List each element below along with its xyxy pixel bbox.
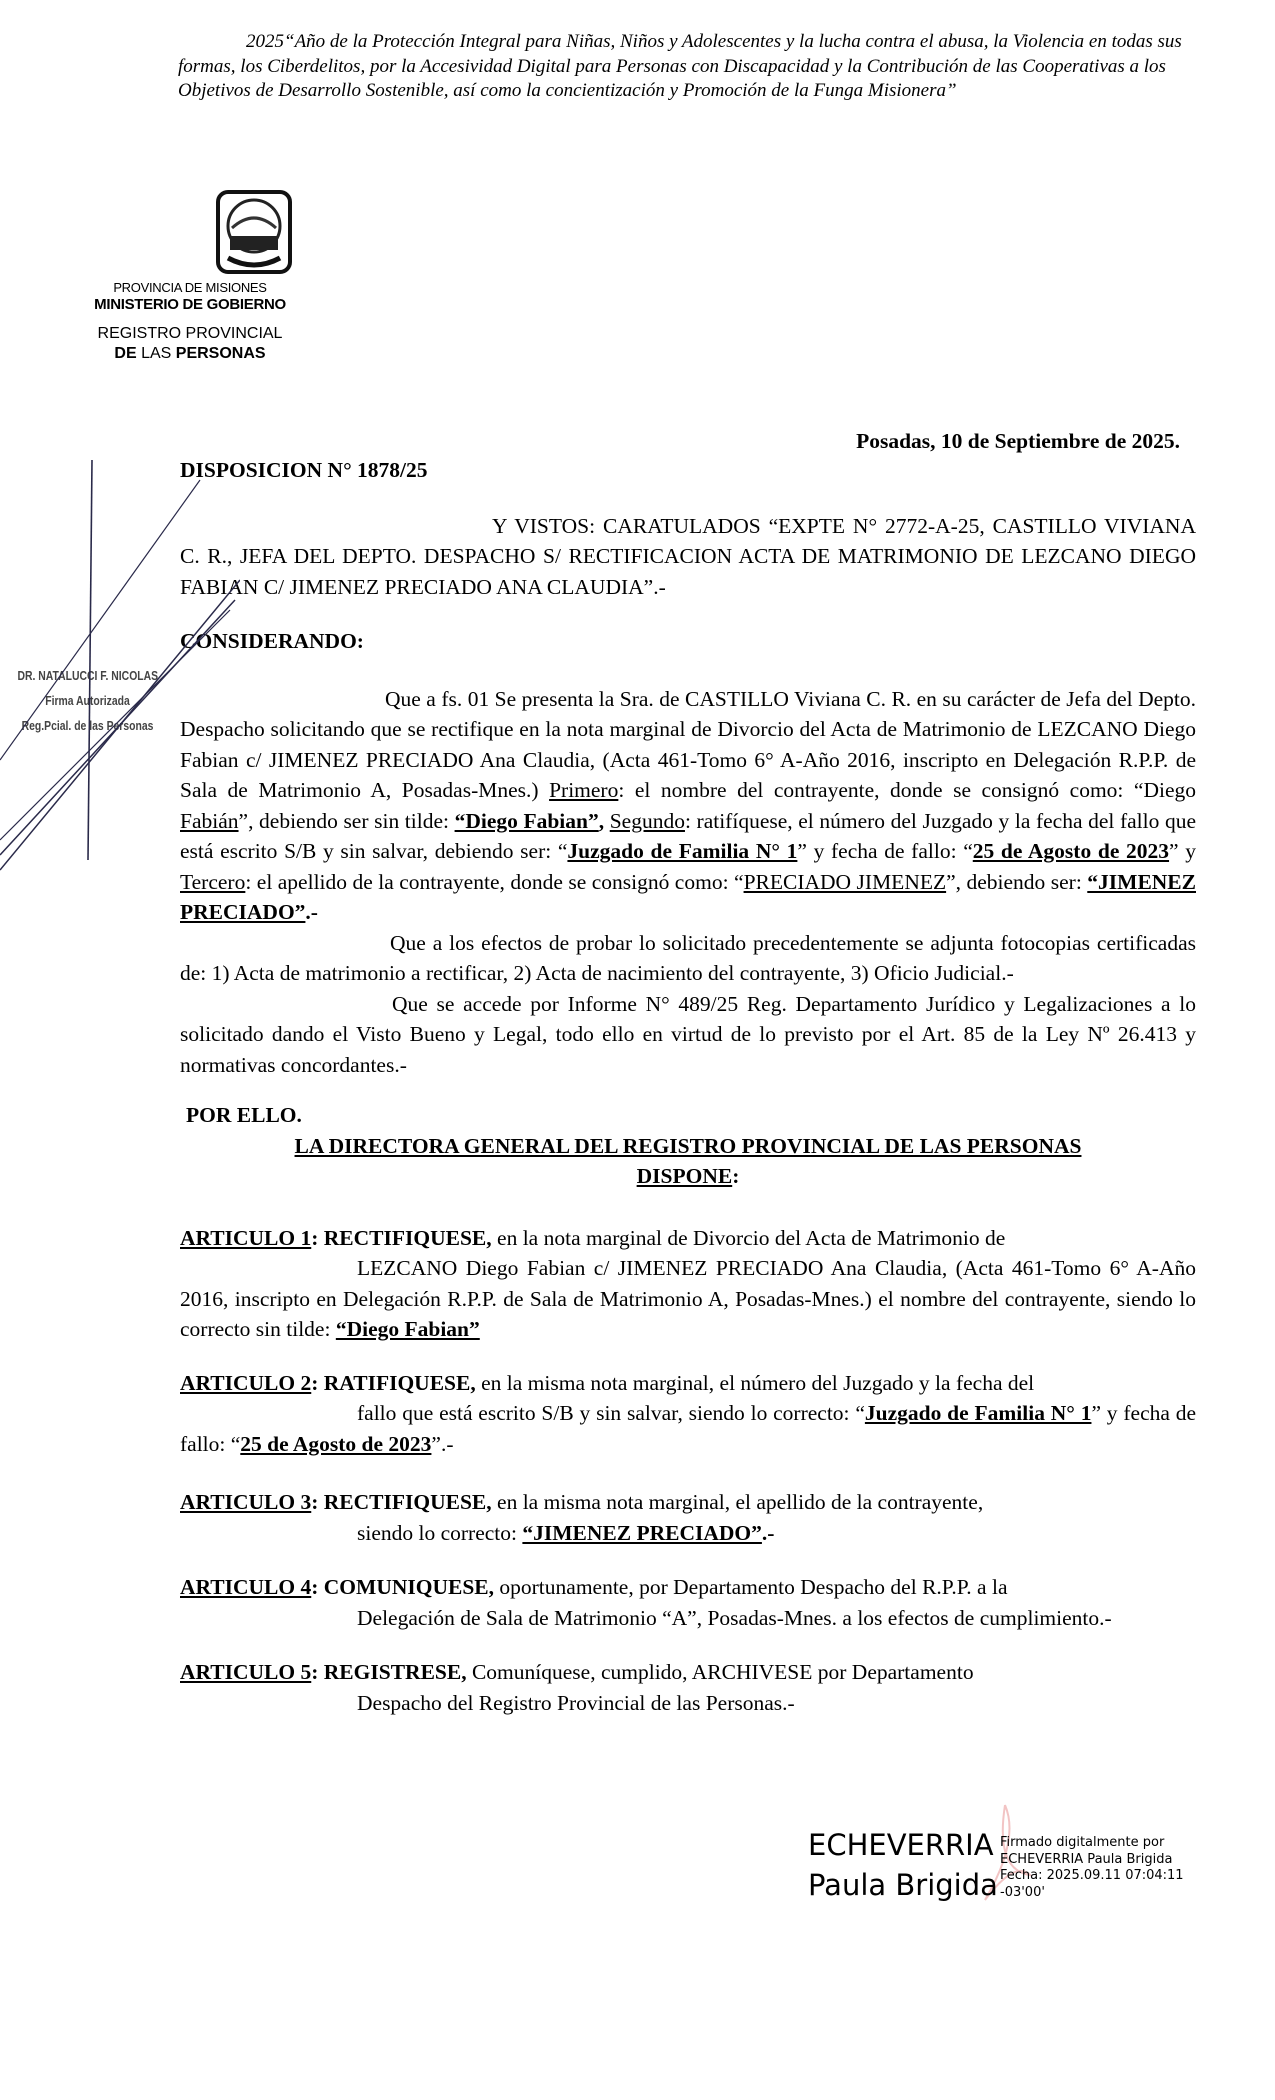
emphasized-text: “JIMENEZ PRECIADO” [522, 1520, 762, 1545]
registry-de: DE [114, 345, 137, 362]
dispone-word: DISPONE [636, 1164, 733, 1188]
text-segment: : ratifíquese, el número del Juzgado y la fecha del fallo que está escrito S/B y sin salvar, debiendo ser: “ [180, 808, 1196, 863]
emphasized-text: 25 de Agosto de 2023 [240, 1431, 432, 1456]
ministry-name: MINISTERIO DE GOBIERNO [94, 296, 286, 313]
emphasized-text: .- [761, 1520, 775, 1545]
registry-line-2 [70, 345, 310, 363]
stamp-line-1: DR. NATALUCCI F. NICOLAS [17, 668, 159, 683]
emphasized-text: Juzgado de Familia N° 1 [567, 839, 798, 863]
emphasized-text: .- [305, 900, 318, 924]
disposition-number: DISPOSICION N° 1878/25 [180, 458, 428, 482]
text-segment: en la misma nota marginal, el apellido de la contrayente, [491, 1490, 984, 1514]
text-segment: Delegación de Sala de Matrimonio “A”, Posadas-Mnes. a los efectos de cumplimiento.- [357, 1605, 1112, 1630]
considerando-paragraph-1 [180, 684, 1196, 928]
registry-line-1: REGISTRO PROVINCIAL [97, 325, 283, 342]
text-segment: Despacho del Registro Provincial de las Personas.- [357, 1690, 795, 1715]
text-segment: ” y fecha de fallo: “ [180, 1401, 1197, 1456]
emphasized-text: 25 de Agosto de 2023 [972, 839, 1170, 863]
signature-info-2: ECHEVERRIA Paula Brigida [1000, 1851, 1173, 1867]
text-segment: Que a fs. 01 Se presenta la Sra. de CASTILLO Viviana C. R. en su carácter de Jefa del Depto. Despacho solicitando que se rectifique en la nota marginal de Divorcio del Acta de Matrimonio de LEZCANO Diego Fabian c/ JIMENEZ PRECIADO Ana Claudia, (Acta 461-Tomo 6° A-Año 2016, inscripto en Delegación R.P.P. de Sala de Matrimonio A, Posadas-Mnes.) [180, 686, 1196, 802]
text-segment: Comuníquese, cumplido, ARCHIVESE por Departamento [466, 1660, 974, 1684]
emphasized-text: “JIMENEZ PRECIADO” [180, 869, 1196, 924]
emphasized-text: : COMUNIQUESE, [311, 1575, 495, 1599]
emphasized-text: ARTICULO 2 [180, 1370, 312, 1395]
dispone-colon: : [732, 1164, 740, 1188]
text-segment: ”.- [431, 1431, 454, 1456]
article-1 [180, 1223, 1196, 1345]
emphasized-text: ARTICULO 4 [180, 1575, 312, 1599]
text-segment: LEZCANO Diego Fabian c/ JIMENEZ PRECIADO Ana Claudia, (Acta 461-Tomo 6° A-Año 2016, inscripto en Delegación R.P.P. de Sala de Matrimonio A, Posadas-Mnes.) el nombre del contrayente, siendo lo correcto sin tilde: [180, 1256, 1196, 1341]
emphasized-text: Primero [549, 778, 619, 802]
emphasized-text: , [598, 808, 605, 833]
emphasized-text: Fabián [180, 808, 239, 833]
emphasized-text: “Diego Fabian” [454, 808, 599, 833]
emphasized-text: Segundo [609, 808, 685, 833]
considerando-paragraph-2 [180, 928, 1196, 989]
dispone-heading [180, 1161, 1196, 1192]
text-segment: Que se accede por Informe N° 489/25 Reg. Departamento Jurídico y Legalizaciones a lo solicitado dando el Visto Bueno y Legal, todo ello en virtud de lo previsto por el Art. 85 de la Ley Nº 26.413 y normativas concordantes.- [180, 991, 1196, 1077]
article-4 [180, 1572, 1196, 1633]
emphasized-text: : RECTIFIQUESE, [311, 1225, 492, 1250]
signer-surname: ECHEVERRIA [808, 1828, 994, 1862]
emphasized-text: ARTICULO 3 [180, 1490, 312, 1514]
text-segment: en la misma nota marginal, el número del Juzgado y la fecha del [475, 1370, 1035, 1395]
emphasized-text: Tercero [180, 869, 246, 894]
article-2 [180, 1368, 1196, 1460]
stamp-line-2: Firma Autorizada [45, 693, 130, 708]
digital-signature-info [1000, 1835, 1184, 1901]
por-ello: POR ELLO. [186, 1103, 302, 1127]
text-segment: ” y fecha de fallo: “ [797, 839, 973, 863]
signature-info-1: Firmado digitalmente por [1000, 1835, 1165, 1850]
registry-personas: PERSONAS [175, 345, 266, 362]
considerando-paragraph-3 [180, 989, 1196, 1081]
registry-las: LAS [136, 345, 176, 362]
text-segment: fallo que está escrito S/B y sin salvar, siendo lo correcto: “ [357, 1401, 865, 1425]
document-body [180, 455, 1196, 1718]
text-segment: Y VISTOS: CARATULADOS “EXPTE N° 2772-A-25, CASTILLO VIVIANA C. R., JEFA DEL DEPTO. DESPACHO S/ RECTIFICACION ACTA DE MATRIMONIO DE LEZCANO DIEGO FABIAN C/ JIMENEZ PRECIADO ANA CLAUDIA”.- [180, 513, 1196, 599]
considerando-heading: CONSIDERANDO: [180, 629, 364, 653]
article-5 [180, 1657, 1196, 1718]
text-segment: siendo lo correcto: [357, 1520, 523, 1545]
text-segment: : el apellido de la contrayente, donde se consignó como: “ [245, 869, 744, 894]
text-segment: en la nota marginal de Divorcio del Acta de Matrimonio de [491, 1225, 1006, 1250]
emphasized-text: PRECIADO JIMENEZ [743, 869, 947, 894]
text-segment: Que a los efectos de probar lo solicitado precedentemente se adjunta fotocopias certificadas de: 1) Acta de matrimonio a rectificar, 2) Acta de nacimiento del contrayente, 3) Oficio Judicial.- [180, 930, 1196, 985]
signer-given-names: Paula Brigida [808, 1868, 998, 1902]
stamp-line-3: Reg.Pcial. de las Personas [21, 718, 154, 733]
emphasized-text: : REGISTRESE, [311, 1660, 467, 1684]
text-segment: ” y [1169, 839, 1197, 863]
text-segment: ”, debiendo ser: [946, 869, 1088, 894]
emphasized-text: ARTICULO 1 [180, 1225, 312, 1250]
authorization-stamp [0, 460, 200, 880]
date-line: Posadas, 10 de Septiembre de 2025. [856, 429, 1180, 453]
header-motto: 2025“Año de la Protección Integral para Niñas, Niños y Adolescentes y la lucha contra el abusa, la Violencia en todas sus formas, los Ciberdelitos, por la Accesividad Digital para Personas con Discapacidad y la Contribución de las Cooperativas a los Objetivos de Desarrollo Sostenible, así como la concientización y Promoción de la Funga Misionera” [178, 31, 1182, 101]
emphasized-text: “Diego Fabian” [335, 1317, 480, 1341]
emphasized-text: Juzgado de Familia N° 1 [864, 1401, 1092, 1425]
director-line: LA DIRECTORA GENERAL DEL REGISTRO PROVINCIAL DE LAS PERSONAS [294, 1133, 1082, 1158]
emphasized-text: : RATIFIQUESE, [311, 1370, 476, 1395]
province-name: PROVINCIA DE MISIONES [113, 280, 267, 295]
vistos-paragraph [180, 511, 1196, 603]
emphasized-text: ARTICULO 5 [180, 1660, 312, 1684]
coat-of-arms-logo [214, 188, 294, 276]
emphasized-text: : RECTIFIQUESE, [311, 1490, 492, 1514]
signature-info-4: -03'00' [1000, 1884, 1045, 1900]
text-segment: oportunamente, por Departamento Despacho del R.P.P. a la [494, 1575, 1008, 1599]
signature-info-3: Fecha: 2025.09.11 07:04:11 [1000, 1868, 1184, 1883]
article-3 [180, 1487, 1196, 1548]
text-segment: : el nombre del contrayente, donde se consignó como: “Diego [618, 778, 1196, 802]
text-segment: ”, debiendo ser sin tilde: [238, 808, 455, 833]
